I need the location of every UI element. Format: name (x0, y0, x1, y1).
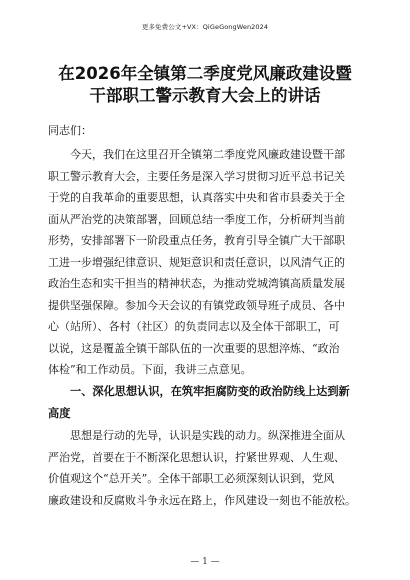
paragraph-line: 形势，安排部署下一阶段重点任务，教育引导全镇广大干部职 (48, 234, 345, 247)
header-note: 更多免费公文+VX：QiGeGongWen2024 (141, 23, 269, 31)
paragraph-line: 价值观这个“总开关”。全体干部职工必须深刻认识到，党风 (48, 472, 335, 485)
paragraph-line: 严治党，首要在于不断深化思想认识，拧紧世界观、人生观、 (48, 450, 345, 464)
paragraph-line: 今天，我们在这里召开全镇第二季度党风廉政建设暨干部 (70, 148, 345, 161)
title-line-1: 在2026年全镇第二季度党风廉政建设暨 (58, 64, 352, 83)
paragraph-line: 体检”和工作动员。下面，我讲三点意见。 (48, 363, 252, 376)
section-heading-line: 高度 (48, 407, 71, 420)
paragraph-line: 职工警示教育大会，主要任务是深入学习贯彻习近平总书记关 (48, 169, 345, 183)
title-line-2: 干部职工警示教育大会上的讲话 (89, 86, 321, 105)
paragraph-line: 于党的自我革命的重要思想，认真落实中央和省市县委关于全 (48, 191, 345, 204)
paragraph-line: 思想是行动的先导，认识是实践的动力。纵深推进全面从 (70, 429, 345, 442)
paragraph-line: 提供坚强保障。参加今天会议的有镇党政领导班子成员、各中 (48, 298, 345, 312)
paragraph-line: 心（站所）、各村（社区）的负责同志以及全体干部职工，可 (48, 320, 340, 333)
paragraph-line: 政治生态和实干担当的精神状态，为推动党城湾镇高质量发展 (48, 277, 345, 290)
page-number: — 1 — (190, 557, 220, 567)
paragraph-line: 以说，这是覆盖全镇干部队伍的一次重要的思想淬炼、“政治 (48, 341, 340, 355)
section-heading-line: 一、深化思想认识，在筑牢拒腐防变的政治防线上达到新 (70, 385, 350, 398)
paragraph-line: 工进一步增强纪律意识、规矩意识和责任意识，以风清气正的 (48, 255, 345, 269)
salutation: 同志们： (48, 124, 92, 137)
paragraph-line: 面从严治党的决策部署，回顾总结一季度工作，分析研判当前 (48, 212, 345, 226)
document-body (48, 120, 368, 560)
paragraph-line: 廉政建设和反腐败斗争永远在路上，作风建设一刻也不能放松。 (48, 493, 356, 507)
